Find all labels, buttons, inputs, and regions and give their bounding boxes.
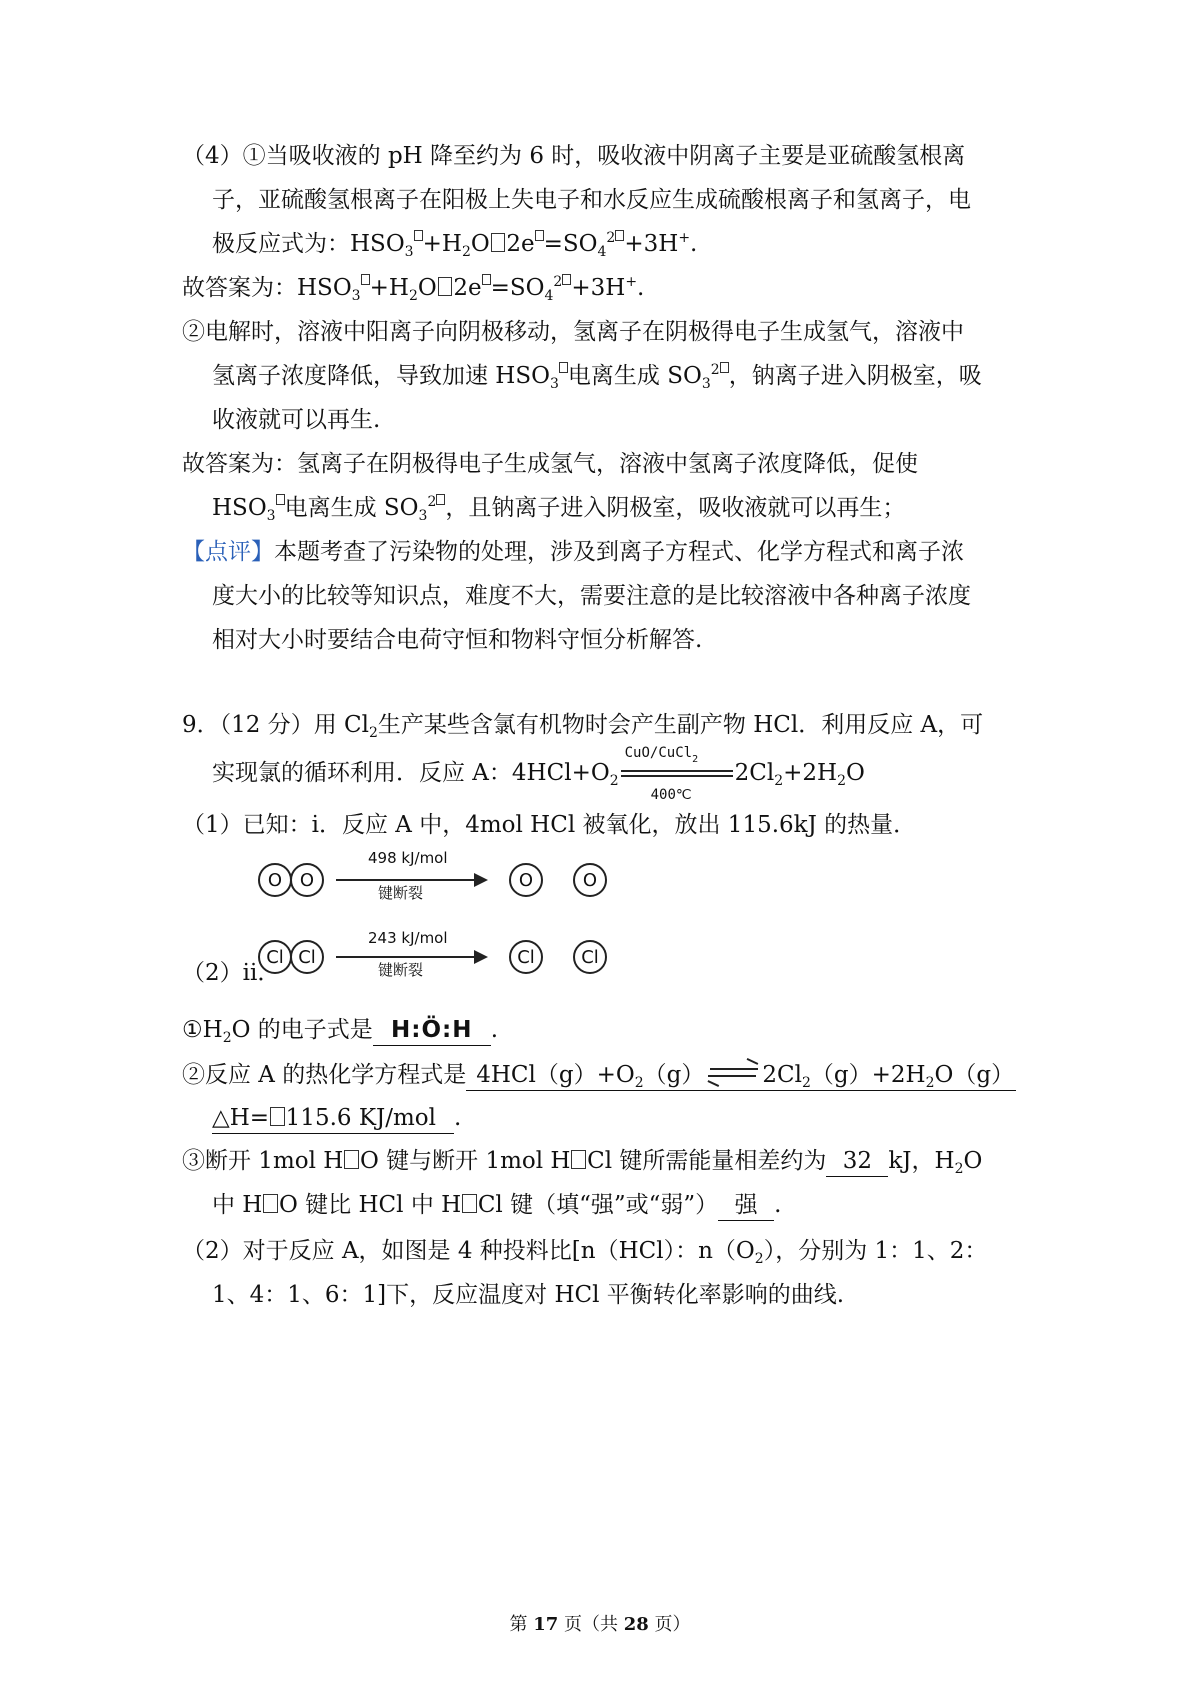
atom-o-left: O — [258, 863, 292, 897]
page-total: 28 — [623, 1614, 649, 1635]
q9-q2: ②反应 A 的热化学方程式是 $4HCl(g)+O_2(g)$ $2Cl_2(g)+2H_2O(g)$ — [182, 1060, 1016, 1091]
electron-formula-answer: H:Ö:H — [373, 1015, 491, 1046]
q9-q1: $①H_2O$ 的电子式是 H:Ö:H . — [182, 1017, 499, 1046]
bond-cl-energy: 243 kJ/mol — [368, 929, 448, 947]
atom-o-right: O — [290, 863, 324, 897]
q9-line2: 实现氯的循环利用．反应 A：$4HCl+O_2$ CuO/CuCl$_2$ 400℃ $2Cl_2+2H_2O$ — [212, 758, 865, 788]
atom-cl-right: Cl — [290, 940, 324, 974]
atom-o-product-2: O — [573, 863, 607, 897]
thermo-equation-answer: $4HCl(g)+O_2(g)$ $2Cl_2(g)+2H_2O(g)$ — [466, 1060, 1016, 1091]
reaction-condition-arrow — [619, 745, 735, 803]
q9-part2-line1: （2）对于反应 A，如图是 4 种投料比[n（HCl）：$n(O_2)$，分别为 1：1、2： — [182, 1238, 988, 1267]
review-line1: 【点评】本题考查了污染物的处理，涉及到离子方程式、化学方程式和离子浓 — [182, 539, 964, 565]
review-tag: 【点评】 — [182, 539, 274, 565]
answer2-line1: 故答案为：氢离子在阴极得电子生成氢气，溶液中氢离子浓度降低，促使 — [182, 451, 918, 477]
para-4-line3: 极反应式为：$HSO_3 +H_2O$ $2e =SO_4^2 +3H^+$. — [212, 230, 698, 260]
answer-line: 故答案为：$HSO_3 +H_2O$ $2e =SO_4^2 +3H^+$. — [182, 274, 645, 304]
q9-q2-line2: △H= 115.6 KJ/mol . — [212, 1103, 461, 1134]
review-line2: 度大小的比较等知识点，难度不大，需要注意的是比较溶液中各种离子浓度 — [212, 583, 971, 609]
page-footer: 第 17 页（共 28 页） — [509, 1614, 691, 1635]
condition-temperature: 400℃ — [650, 787, 692, 803]
q9-q3-line2: 中 H O 键比 HCl 中 H Cl 键（填“强”或“弱”） 强 . — [212, 1190, 781, 1221]
para-4-line2: 子，亚硫酸氢根离子在阳极上失电子和水反应生成硫酸根离子和氢离子，电 — [212, 187, 971, 213]
para-electrolysis-line2: 氢离子浓度降低，导致加速 $HSO_3$ 电离生成 $SO_3^2$ ，钠离子进入阴极室，吸 — [212, 362, 982, 392]
answer2-line2: $HSO_3$ 电离生成 $SO_3^2$ ，且钠离子进入阴极室，吸收液就可以再生； — [212, 494, 906, 524]
bond-o-label: 键断裂 — [378, 884, 424, 902]
energy-diff-answer: 32 — [826, 1146, 888, 1177]
atom-cl-product-1: Cl — [509, 940, 543, 974]
q9-q3-line1: ③断开 1mol H O 键与断开 1mol H Cl 键所需能量相差约为 32 kJ，$H_2O$ — [182, 1148, 983, 1177]
bond-strength-answer: 强 — [718, 1190, 774, 1221]
bond-cl-label: 键断裂 — [378, 961, 424, 979]
bond-o-energy: 498 kJ/mol — [368, 849, 448, 867]
atom-o-product-1: O — [509, 863, 543, 897]
q9-sub1: （1）已知：i．反应 A 中，4mol HCl 被氧化，放出 115.6kJ 的热量． — [182, 812, 917, 838]
arrow-icon — [336, 956, 486, 958]
q9-line1: 9．（12 分）用 $Cl_2$生产某些含氯有机物时会产生副产物 HCl．利用反应 A，可 — [182, 712, 984, 741]
equilibrium-arrow-icon — [704, 1064, 762, 1084]
arrow-icon — [336, 879, 486, 881]
page-number: 17 — [533, 1614, 559, 1635]
condition-catalyst: CuO/CuCl$_2$ — [624, 745, 699, 765]
q9-sub2-label: （2）ii． — [182, 960, 281, 986]
review-line3: 相对大小时要结合电荷守恒和物料守恒分析解答. — [212, 627, 703, 653]
atom-cl-product-2: Cl — [573, 940, 607, 974]
q9-part2-line2: 1、4：1、6：1]下，反应温度对 HCl 平衡转化率影响的曲线. — [212, 1282, 845, 1308]
para-electrolysis-line3: 收液就可以再生. — [212, 407, 381, 433]
para-4-line1: （4）①当吸收液的 pH 降至约为 6 时，吸收液中阴离子主要是亚硫酸氢根离 — [182, 143, 966, 169]
atom-cl-left: Cl — [258, 940, 292, 974]
delta-h-answer: △H= 115.6 KJ/mol — [212, 1103, 454, 1134]
para-electrolysis-line1: ②电解时，溶液中阳离子向阴极移动，氢离子在阴极得电子生成氢气，溶液中 — [182, 319, 964, 345]
